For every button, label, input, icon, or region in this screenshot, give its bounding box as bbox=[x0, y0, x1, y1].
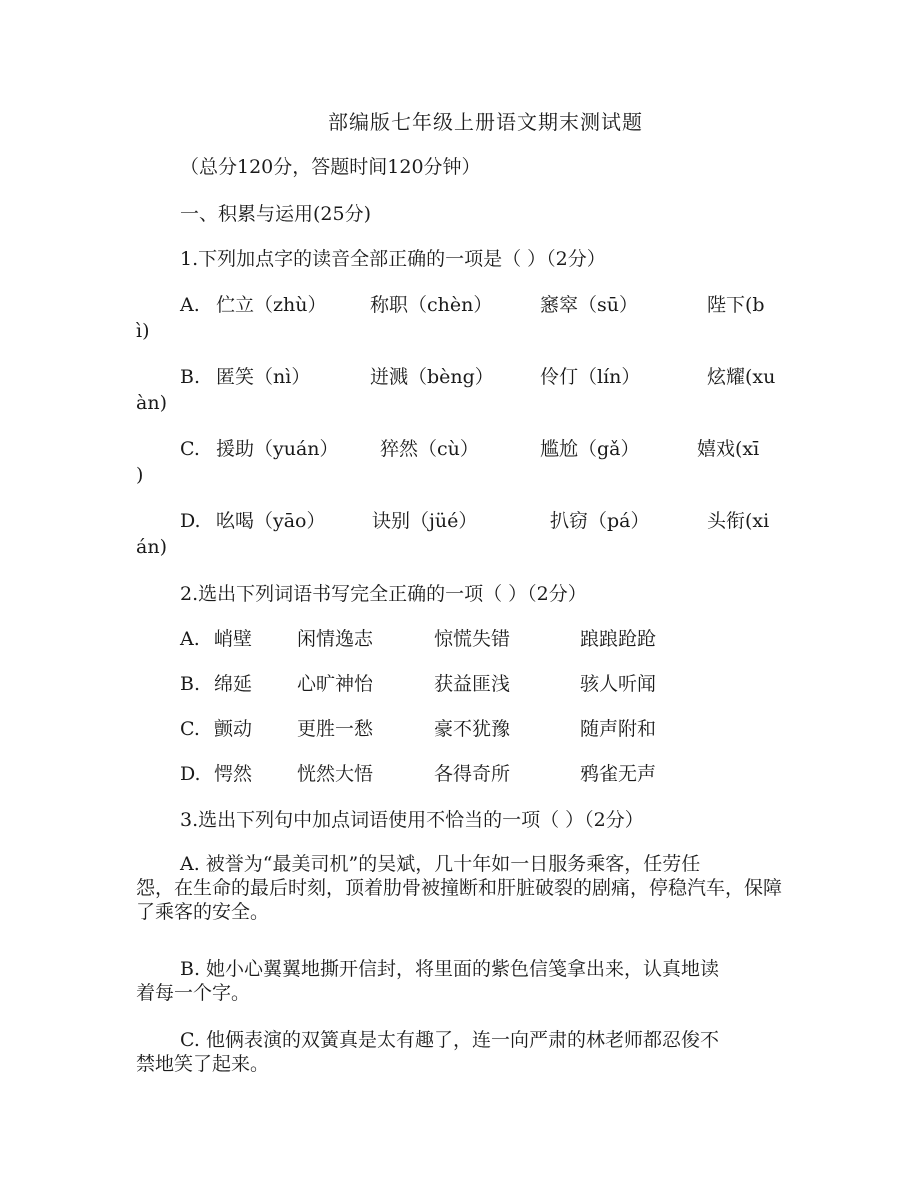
option-item: 惊慌失错 bbox=[434, 628, 511, 650]
q1-option-b-wrap: àn) bbox=[136, 392, 167, 414]
option-item: 尴尬（gǎ） bbox=[540, 438, 640, 460]
option-label: C. bbox=[180, 718, 200, 740]
option-item: 绵延 bbox=[214, 673, 253, 695]
option-item: 获益匪浅 bbox=[434, 673, 511, 695]
q3-option-c bbox=[136, 1028, 782, 1076]
option-item: 踉踉跄跄 bbox=[580, 628, 657, 650]
option-text-continued: 怨，在生命的最后时刻，顶着肋骨被撞断和肝脏破裂的剧痛，停稳汽车，保障了乘客的安全。 bbox=[136, 877, 783, 923]
option-item: 头衔(xi bbox=[707, 510, 770, 532]
option-item: 恍然大悟 bbox=[297, 763, 374, 785]
option-item: 猝然（cù） bbox=[380, 438, 479, 460]
option-item: 愕然 bbox=[214, 763, 253, 785]
q1-option-b bbox=[180, 366, 780, 388]
q3-option-b bbox=[136, 957, 782, 1005]
option-item: 炫耀(xu bbox=[707, 366, 776, 388]
question-3-stem: 3.选出下列句中加点词语使用不恰当的一项（ ）（2分） bbox=[180, 809, 644, 831]
q1-option-c bbox=[180, 438, 780, 460]
option-label: B. bbox=[180, 366, 201, 388]
option-text: B. 她小心翼翼地撕开信封，将里面的紫色信笺拿出来，认真地读 bbox=[180, 958, 720, 980]
option-label: B. bbox=[180, 673, 201, 695]
option-label: C. bbox=[180, 438, 200, 460]
option-text-continued: 禁地笑了起来。 bbox=[136, 1053, 270, 1075]
q1-option-a bbox=[180, 294, 780, 316]
option-item: 峭壁 bbox=[214, 628, 253, 650]
option-item: 迸溅（bèng） bbox=[370, 366, 494, 388]
q1-option-c-wrap: ) bbox=[136, 464, 144, 486]
option-label: D. bbox=[180, 510, 201, 532]
option-item: 陛下(b bbox=[707, 294, 765, 316]
q1-option-d-wrap: án) bbox=[136, 536, 167, 558]
option-label: D. bbox=[180, 763, 201, 785]
option-item: 闲情逸志 bbox=[297, 628, 374, 650]
option-item: 诀别（jüé） bbox=[372, 510, 478, 532]
q2-option-b bbox=[180, 673, 780, 695]
option-item: 扒窃（pá） bbox=[550, 510, 650, 532]
option-text: C. 他俩表演的双簧真是太有趣了，连一向严肃的林老师都忍俊不 bbox=[180, 1029, 719, 1051]
page-title: 部编版七年级上册语文期末测试题 bbox=[328, 110, 643, 134]
section-heading: 一、积累与运用(25分) bbox=[180, 203, 372, 225]
option-item: 嬉戏(xī bbox=[697, 438, 760, 460]
option-label: A. bbox=[180, 628, 200, 650]
question-1-stem: 1.下列加点字的读音全部正确的一项是（ ）（2分） bbox=[180, 248, 606, 270]
option-item: 颤动 bbox=[214, 718, 253, 740]
q2-option-d bbox=[180, 763, 780, 785]
exam-info: （总分120分，答题时间120分钟） bbox=[180, 156, 481, 178]
option-item: 伫立（zhù） bbox=[216, 294, 327, 316]
option-item: 心旷神怡 bbox=[297, 673, 374, 695]
option-label: A. bbox=[180, 294, 200, 316]
option-item: 豪不犹豫 bbox=[434, 718, 511, 740]
option-text-continued: 着每一个字。 bbox=[136, 982, 251, 1004]
option-item: 称职（chèn） bbox=[370, 294, 493, 316]
option-item: 随声附和 bbox=[580, 718, 657, 740]
q3-option-a bbox=[136, 852, 782, 924]
q1-option-d bbox=[180, 510, 780, 532]
option-item: 骇人听闻 bbox=[580, 673, 657, 695]
option-item: 援助（yuán） bbox=[216, 438, 339, 460]
option-item: 更胜一愁 bbox=[297, 718, 374, 740]
option-item: 伶仃（lín） bbox=[540, 366, 641, 388]
option-item: 匿笑（nì） bbox=[216, 366, 311, 388]
option-item: 吆喝（yāo） bbox=[216, 510, 326, 532]
q2-option-c bbox=[180, 718, 780, 740]
option-item: 各得奇所 bbox=[434, 763, 511, 785]
option-item: 鸦雀无声 bbox=[580, 763, 657, 785]
q1-option-a-wrap: ì) bbox=[136, 320, 150, 342]
option-text: A. 被誉为“最美司机”的吴斌，几十年如一日服务乘客，任劳任 bbox=[180, 853, 701, 875]
option-item: 窸窣（sū） bbox=[540, 294, 638, 316]
question-2-stem: 2.选出下列词语书写完全正确的一项（ ）（2分） bbox=[180, 583, 587, 605]
q2-option-a bbox=[180, 628, 780, 650]
